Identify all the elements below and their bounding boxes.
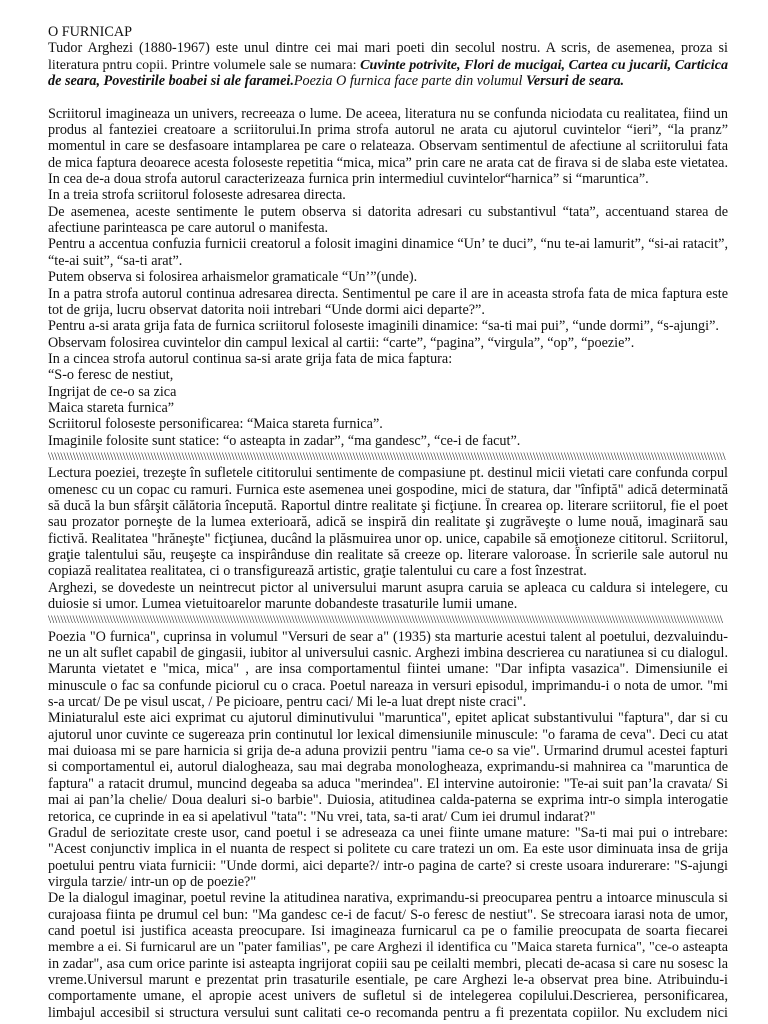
text-line: Tudor Arghezi (1880-1967) este unul dintre cei mai mari poeti din secolul nostru. A scris, de asemenea, proza si	[48, 40, 728, 57]
text-line: curajoasa fiinta pe drumul cel bun: "Ma gandesc ce-i de facut/ S-o feresc de nestiut". Se strecoara iarasi nota de umor,	[48, 906, 728, 923]
text-line: ajutorul unor cuvinte ce sugereaza prin continutul lor lexical dimensiunile minuscule: "o farama de ceva". Deci cu atat	[48, 726, 728, 743]
text-line: cand poetul isi justifica aceasta preocupare. Isi imagineaza furnicarul ca pe o familie preocupata de soarta fiecarei	[48, 922, 728, 939]
text-line	[48, 73, 728, 89]
paragraph	[48, 236, 728, 269]
text-line: Miniaturalul este aici exprimat cu ajutorul diminutivului "maruntica", epitet aplicat substantivului "faptura", dar si cu	[48, 710, 728, 727]
text-line: Arghezi, se dovedeste un neintrecut pictor al universului marunt asupra caruia se apleaca cu caldura si intelegere, cu	[48, 579, 728, 596]
text-line: momentul in care se desfasoare intamplarea pe care o relateaza. Observam sentimentul de afectiune al scriitorului fata	[48, 138, 728, 155]
text-line: fictivă. Realitatea "hrăneşte" ficţiunea, ducând la plăsmuirea unor op. unice, capabile să emoţioneze cititorul. Scriitorul,	[48, 530, 728, 547]
paragraph	[48, 187, 728, 203]
paragraph	[48, 351, 728, 367]
text-line: duiosie si umor. Lumea vietuitoarelor marunte dobandeste trasaturile lumii umane.	[48, 596, 518, 613]
text-line: Scriitorul imagineaza un univers, recreeaza o lume. De aceea, literatura nu se confunda niciodata cu realitatea, fiind un	[48, 105, 728, 122]
text-line: In a treia strofa scriitorul foloseste adresarea directa.	[48, 187, 346, 204]
text-line	[48, 57, 728, 73]
text-line: mai duioasa mi se pare harnicia si grija de-a aduna provizii pentru "iama ce-o sa vie". Urmarind drumul acestei fapturi	[48, 743, 728, 760]
paragraph	[48, 416, 728, 432]
text-line: "Acest conjunctiv implica in el nuanta de respect si politete cu care tratezi un om. Ea este usor diminuata insa de grija	[48, 841, 728, 858]
text-line: minuscule o fac sa confunde piciorul cu o craca. Poetul nareaza in versuri episodul, imprimandu-i o nota de umor. "mi	[48, 677, 728, 694]
text-line: retorica, ce cuprinde in ea si apelativul "tata": "Nu vrei, tata, sa-ti arat/ Cum iei drumul indarat?"	[48, 808, 596, 825]
text-line: virgula tarzie/ intr-un op de poezie?"	[48, 873, 257, 890]
text-line: si comportamentul ei, autorul dialogheaza, sau mai degraba monologheaza, exprimandu-si mahnirea ca "maruntica de	[48, 759, 728, 776]
text-line: in zadar", asa cum orice parinte isi asteapta ingrijorat copiii sau pe ceilalti membri, plecati de-acasa si care nu sosesc la	[48, 955, 728, 972]
text-line: comportamente umane, el apropie acest univers de sufletul si de intelegerea copilului.Descrierea, personificarea,	[48, 988, 728, 1005]
paragraph	[48, 433, 728, 449]
document-body	[48, 40, 728, 1021]
text-line: De asemenea, aceste sentimente le putem observa si datorita adresari cu substantivul “tata”, accentuand starea de	[48, 203, 728, 220]
paragraph	[48, 335, 728, 351]
separator-line: \\\\\\\\\\\\\\\\\\\\\\\\\\\\\\\\\\\\\\\\\\\\\\\\\\\\\\\\\\\\\\\\\\\\\\\\\\\\\\\\\\\\\\\\\\\\\\\\\\\\\\\\\\\\\\\\\\\\\\\\\\\\\\\\\\\\\\\\\\\\\\\\\\\\\\\\\\\\\\\\\\\\\\\\\\\\\\\\\\\\\\\\\\\\\\\\\\\\\\\\\\\\\\\\\\\\\\\\\\\	[48, 614, 724, 627]
verse-block	[48, 367, 728, 383]
text-line: “te-ai suit”, “sa-ti arat”.	[48, 252, 183, 269]
text-line: In a patra strofa autorul continua adresarea directa. Sentimentul pe care il are in aceasta strofa fata de mica faptura este	[48, 285, 728, 302]
paragraph	[48, 318, 728, 334]
text-line: s-a urcat/ De pe visul uscat, / Pe picioare, pentru caci/ Mi le-a luat drept niste craci".	[48, 694, 527, 711]
text-line: Pentru a accentua confuzia furnicii creatorul a folosit imagini dinamice “Un’ te duci”, “nu te-ai lamurit”, “si-ai ratacit”,	[48, 236, 728, 253]
text-line: Poezia "O furnica", cuprinsa in volumul "Versuri de sear a" (1935) sta marturie acestui talent al poetului, dezvaluindu-	[48, 628, 728, 645]
text-line: omenesc cu un copac cu ramuri. Furnica este asemenea unei gospodine, mici de statura, dar "înfiptă" adică determinată	[48, 481, 728, 498]
text-line: Marunta vietatet e "mica, mica" , are insa comportamentul fiintei umane: "Dar infipta vasazica". Dimensiunile ei	[48, 661, 728, 678]
text-line: Imaginile folosite sunt statice: “o asteapta in zadar”, “ma gandesc”, “ce-i de facut”.	[48, 432, 521, 449]
paragraph	[48, 269, 728, 285]
text-line: In a cincea strofa autorul continua sa-si arate grija fata de mica faptura:	[48, 350, 453, 367]
text-line: tot de grija, lucru observat datorita noii intrebari “Unde dormi aici departe?”.	[48, 301, 485, 318]
bold-italic-text: Cuvinte potrivite, Flori de mucigai, Cartea cu jucarii, Carticica	[360, 56, 728, 73]
verse-line: Ingrijat de ce-o sa zica	[48, 383, 177, 400]
text-line: Pentru a-si arata grija fata de furnica scriitorul foloseste imaginili dinamice: “sa-ti mai pui”, “unde dormi”, “s-ajungi”.	[48, 318, 719, 335]
text-line: poetului pentru viata furnicii: "Unde dormi, aici departe?/ intr-o pagina de carte? si creste usoara indurerare: "S-ajungi	[48, 857, 728, 874]
paragraph	[48, 580, 728, 613]
paragraph	[48, 890, 728, 1021]
verse-block	[48, 400, 728, 416]
text-line: De la dialogul imaginar, poetul revine la atitudinea narativa, exprimandu-si preocuparea pentru a intoarce minuscula si	[48, 890, 728, 907]
text-line: In cea de-a doua strofa autorul caracterizeaza furnica prin intermediul cuvintelor“harnica” si “maruntica”.	[48, 171, 649, 188]
document-title: O FURNICAP	[48, 24, 132, 40]
text-line: ne un alt suflet capabil de gingasii, iubitor al universului casnic. Arghezi imbina descrierea cu naratiunea si cu dialogul.	[48, 645, 728, 662]
paragraph	[48, 629, 728, 711]
text-line: vreme.Universul marunt e prezentat prin trasaturile esentiale, pe care Arghezi le-a observat prea bine. Atribuindu-i	[48, 971, 728, 988]
bold-italic-text: de seara, Povestirile boabei si ale faramei.	[48, 73, 294, 90]
paragraph	[48, 825, 728, 890]
text-line: Gradul de seriozitate creste usor, cand poetul i se adreseaza ca unei fiinte umane mature: "Sa-ti mai pui o intrebare:	[48, 824, 728, 841]
text-line: afectiune parinteasca pe care autorul o manifesta.	[48, 220, 329, 237]
paragraph	[48, 106, 728, 188]
separator-line: \\\\\\\\\\\\\\\\\\\\\\\\\\\\\\\\\\\\\\\\\\\\\\\\\\\\\\\\\\\\\\\\\\\\\\\\\\\\\\\\\\\\\\\\\\\\\\\\\\\\\\\\\\\\\\\\\\\\\\\\\\\\\\\\\\\\\\\\\\\\\\\\\\\\\\\\\\\\\\\\\\\\\\\\\\\\\\\\\\\\\\\\\\\\\\\\\\\\\\\\\\\\\\\\\\\\\\\\\\	[48, 450, 726, 463]
text-line: Observam folosirea cuvintelor din campul lexical al cartii: “carte”, “pagina”, “virgula”, “op”, “poezie”.	[48, 334, 635, 351]
text-line: copiază realitatea realitatea, ci o transfigurează artistic, graţie talentului cu care a fost înzestrat.	[48, 563, 587, 580]
text-line: faptura" a ratacit drumul, muncind degeaba sa aduca "merindea". El intervine autoironie: "Te-ai suit pan’la cravata/ Si	[48, 775, 728, 792]
text-line: mai ai pan’la chelie/ Doua dealuri si-o barbie". Duiosia, atitudinea calda-paterna se exprima intr-o simpla interogatie	[48, 792, 728, 809]
verse-block	[48, 384, 728, 400]
text-line: de mica faptura deoarece acesta foloseste repetitia “mica, mica” prin care ne arata cat de firava si de slaba este vietatea.	[48, 154, 728, 171]
text-line: să ducă la bun sfârşit călătoria începută. Raportul dintre realitate şi ficţiune. În crearea op. literare scriitorul, fie el poet	[48, 497, 728, 514]
bold-italic-text: Versuri de seara.	[525, 73, 625, 90]
text-line: Scriitorul foloseste personificarea: “Maica stareta furnica”.	[48, 416, 383, 433]
paragraph	[48, 204, 728, 237]
text-line: Lectura poeziei, trezeşte în sufletele cititorului sentimente de compasiune pt. destinul micii vietati care confunda corpul	[48, 465, 728, 482]
text-line: membre a ei. Si furnicarul are un "pater familias", pe care Arghezi il identifica cu "Maica stareta furnica", "ce-o asteapta	[48, 939, 728, 956]
paragraph	[48, 286, 728, 319]
paragraph	[48, 710, 728, 824]
text-line: sau prozator porneşte de la lumea exterioară, adică se inspiră din realitate şi zugrăveşte o lume nouă, imaginară sau	[48, 514, 728, 531]
verse-line: Maica stareta furnica”	[48, 399, 175, 416]
text-line: graţie talentului său, reuşeşte ca inspirânduse din realitate să creeze op. literare valoroase. În scrierile sale autorul nu	[48, 547, 728, 563]
plain-text: literatura pntru copii. Printre volumele sale se numara:	[48, 56, 361, 73]
italic-text: Poezia O furnica face parte din volumul	[293, 73, 526, 90]
text-line: produs al fanteziei creatoare a scriitorului.In prima strofa autorul ne arata cu ajutorul cuvintelor “ieri”, “la pranz”	[48, 122, 728, 139]
verse-line: “S-o feresc de nestiut,	[48, 367, 174, 384]
text-line: limbajul accesibil si structura versului sunt calitati ce-o recomanda pentru a fi prezentata copiilor. Nu excludem nici	[48, 1004, 728, 1021]
paragraph	[48, 40, 728, 89]
blank-line	[48, 89, 728, 105]
paragraph	[48, 465, 728, 579]
text-line: Putem observa si folosirea arhaismelor gramaticale “Un’”(unde).	[48, 269, 418, 286]
